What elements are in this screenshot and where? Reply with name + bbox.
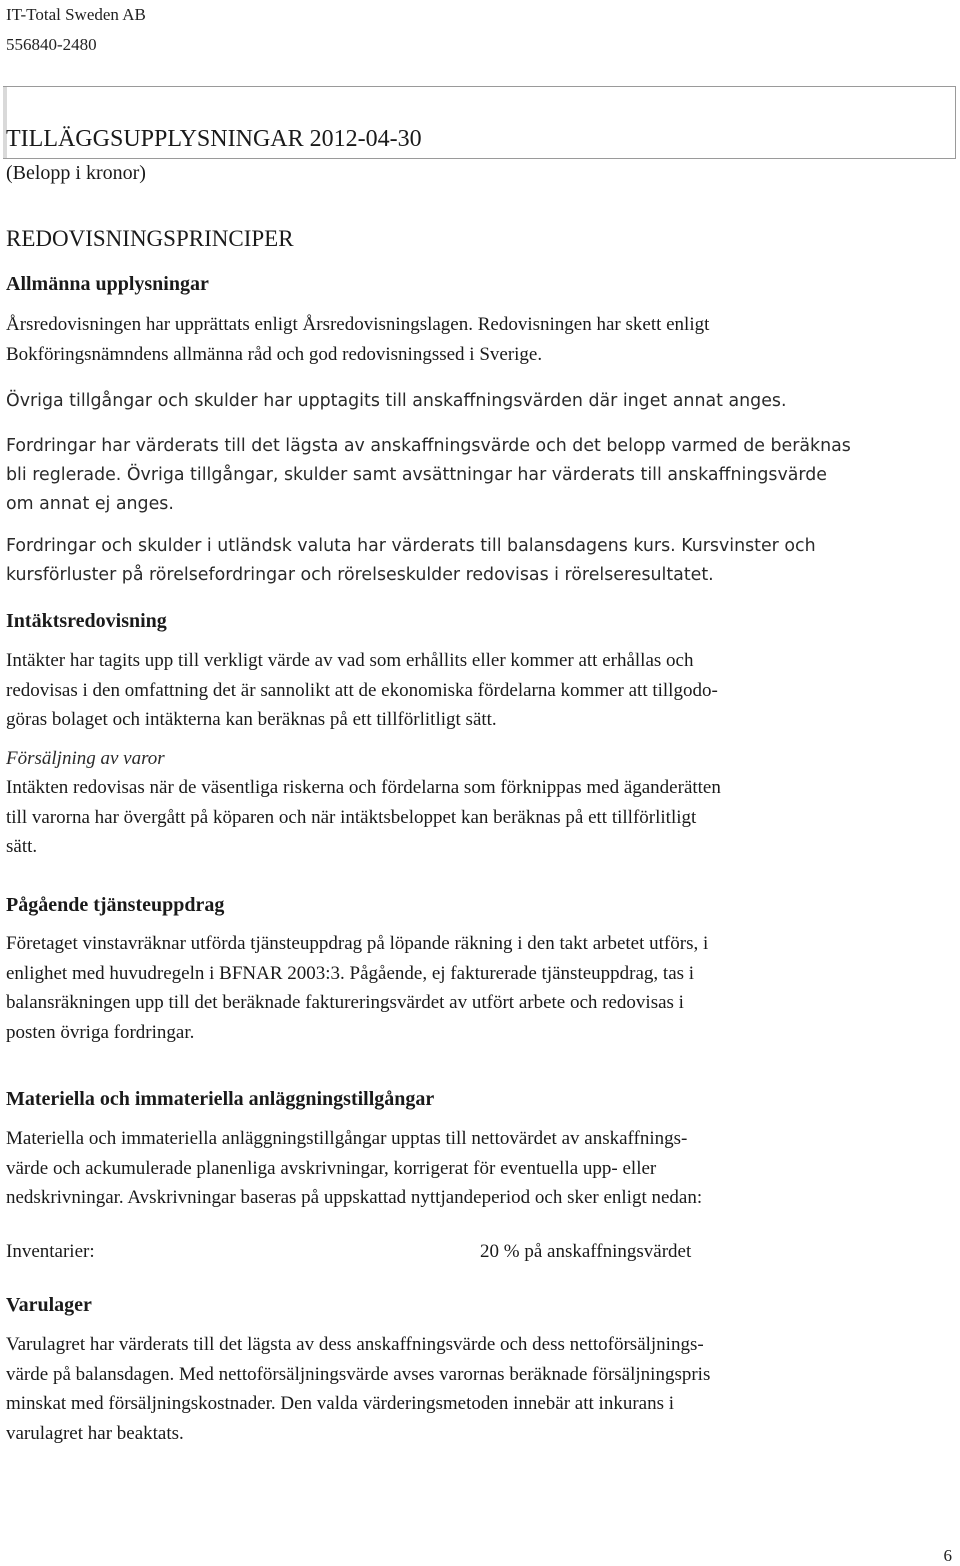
general-paragraph-3: Fordringar har värderats till det lägsta av anskaffningsvärde och det belopp varmed de beräknas bli reglerade. Övriga tillgångar, skulder samt avsättningar har värderats till anskaffningsvärde om annat ej anges.: [6, 436, 851, 514]
general-paragraph-1: Årsredovisningen har upprättats enligt Årsredovisningslagen. Redovisningen har skett enligt Bokföringsnämndens allmänna råd och god redovisningssed i Sverige.: [6, 314, 710, 365]
inventory-paragraph: Varulagret har värderats till det lägsta av dess anskaffningsvärde och dess nettoförsäljnings- värde på balansdagen. Med nettoförsäljningsvärde avses varornas beräknade försäljningspris minskat med försäljningskostnader. Den valda värderingsmetoden innebär att inkurans i varulagret har beaktats.: [6, 1334, 711, 1444]
assets-heading: Materiella och immateriella anläggningstillgångar: [6, 1088, 435, 1110]
revenue-heading: Intäktsredovisning: [6, 610, 167, 632]
services-paragraph: Företaget vinstavräknar utförda tjänsteuppdrag på löpande räkning i den takt arbetet utförs, i enlighet med huvudregeln i BFNAR 2003:3. Pågående, ej fakturerade tjänsteuppdrag, tas i balansräkningen upp till det beräknade faktureringsvärdet av utfört arbete och redovisas i posten övriga fordringar.: [6, 933, 709, 1043]
document-subtitle: (Belopp i kronor): [6, 162, 146, 184]
sales-paragraph: Intäkten redovisas när de väsentliga riskerna och fördelarna som förknippas med äganderätten till varorna har övergått på köparen och när intäktsbeloppet kan beräknas på ett tillförlitligt sätt.: [6, 777, 721, 857]
services-heading: Pågående tjänsteuppdrag: [6, 894, 225, 916]
page-header: [6, 0, 146, 60]
inventory-heading: Varulager: [6, 1294, 92, 1316]
company-name: IT-Total Sweden AB: [6, 5, 146, 24]
depreciation-value: 20 % på anskaffningsvärdet: [480, 1241, 692, 1262]
general-paragraph-2: Övriga tillgångar och skulder har upptagits till anskaffningsvärden där inget annat anges.: [6, 391, 787, 411]
general-heading: Allmänna upplysningar: [6, 273, 209, 295]
general-paragraph-4: Fordringar och skulder i utländsk valuta har värderats till balansdagens kurs. Kursvinster och kursförluster på rörelsefordringar och rörelseskulder redovisas i rörelseresultatet.: [6, 536, 816, 585]
sales-heading: Försäljning av varor: [6, 748, 165, 769]
page-number: 6: [943, 1546, 952, 1565]
depreciation-row: [6, 1237, 946, 1267]
revenue-paragraph: Intäkter har tagits upp till verkligt värde av vad som erhållits eller kommer att erhållas och redovisas i den omfattning det är sannolikt att de ekonomiska fördelarna kommer att tillgodo- göras bolaget och intäkterna kan beräknas på ett tillförlitligt sätt.: [6, 650, 718, 730]
document-title: TILLÄGGSUPPLYSNINGAR 2012-04-30: [6, 126, 422, 152]
org-number: 556840-2480: [6, 35, 97, 54]
principles-heading: REDOVISNINGSPRINCIPER: [6, 226, 294, 251]
depreciation-label: Inventarier:: [6, 1241, 95, 1262]
assets-paragraph: Materiella och immateriella anläggningstillgångar upptas till nettovärdet av anskaffnings- värde och ackumulerade planenliga avskrivningar, korrigerat för eventuella upp- eller nedskrivningar. Avskrivningar baseras på uppskattad nyttjandeperiod och sker enligt nedan:: [6, 1128, 703, 1208]
